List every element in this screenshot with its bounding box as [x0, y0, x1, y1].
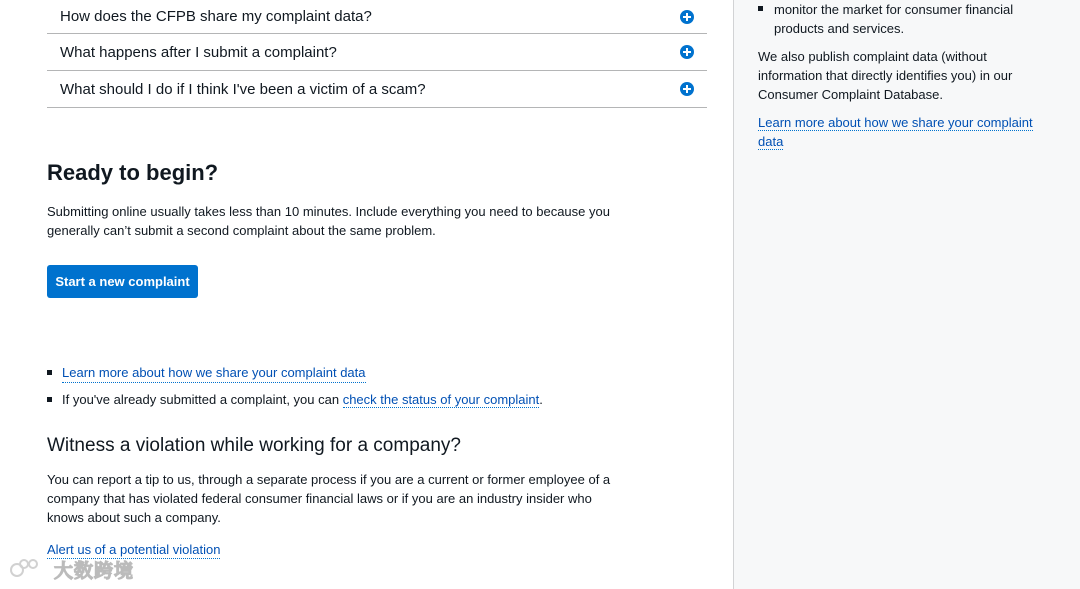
- share-data-link[interactable]: Learn more about how we share your complaint data: [62, 363, 366, 383]
- sidebar-paragraph: We also publish complaint data (without information that directly identifies you) in our Consumer Complaint Database.: [758, 49, 1013, 102]
- faq-item-scam[interactable]: [47, 71, 707, 108]
- start-complaint-button[interactable]: Start a new complaint: [47, 265, 198, 298]
- watermark-logo-icon: [10, 559, 50, 581]
- sidebar-bullet-text: monitor the market for consumer financial products and services.: [774, 2, 1014, 36]
- watermark: [10, 556, 134, 583]
- status-prefix: If you've already submitted a complaint, you can: [62, 392, 343, 407]
- check-status-link[interactable]: check the status of your complaint: [342, 392, 540, 407]
- sidebar-share-data-link[interactable]: Learn more about how we share your complaint data: [758, 115, 1033, 149]
- expand-plus-icon[interactable]: [680, 82, 694, 96]
- faq-accordion: [47, 0, 707, 108]
- bullet-icon: [47, 397, 52, 402]
- bullet-icon: [758, 6, 763, 11]
- list-item: [47, 390, 543, 409]
- sidebar-list: [758, 0, 1038, 38]
- bullet-icon: [47, 370, 52, 375]
- status-suffix: .: [539, 392, 543, 407]
- faq-question: How does the CFPB share my complaint data?: [60, 8, 372, 25]
- status-text: [62, 390, 543, 409]
- witness-description: You can report a tip to us, through a separate process if you are a current or former employee of a company that has violated federal consumer financial laws or if you are an industry insider who knows about such a company.: [47, 472, 611, 525]
- alert-violation-link[interactable]: Alert us of a potential violation: [47, 542, 221, 557]
- expand-plus-icon[interactable]: [680, 10, 694, 24]
- list-item: [47, 363, 543, 383]
- expand-plus-icon[interactable]: [680, 45, 694, 59]
- witness-heading: Witness a violation while working for a company?: [47, 435, 461, 456]
- ready-description: Submitting online usually takes less than 10 minutes. Include everything you need to because you generally can’t submit a second complaint about the same problem.: [47, 204, 610, 238]
- sidebar-link-wrapper: [758, 113, 1038, 151]
- faq-item-share-data[interactable]: [47, 0, 707, 34]
- ready-heading: Ready to begin?: [47, 160, 219, 185]
- faq-question: What happens after I submit a complaint?: [60, 43, 337, 61]
- faq-item-after-submit[interactable]: [47, 34, 707, 71]
- faq-question: What should I do if I think I've been a victim of a scam?: [60, 80, 426, 98]
- watermark-text: 大数跨境: [54, 560, 135, 582]
- related-links-list: [47, 363, 543, 416]
- list-item: [758, 0, 1038, 38]
